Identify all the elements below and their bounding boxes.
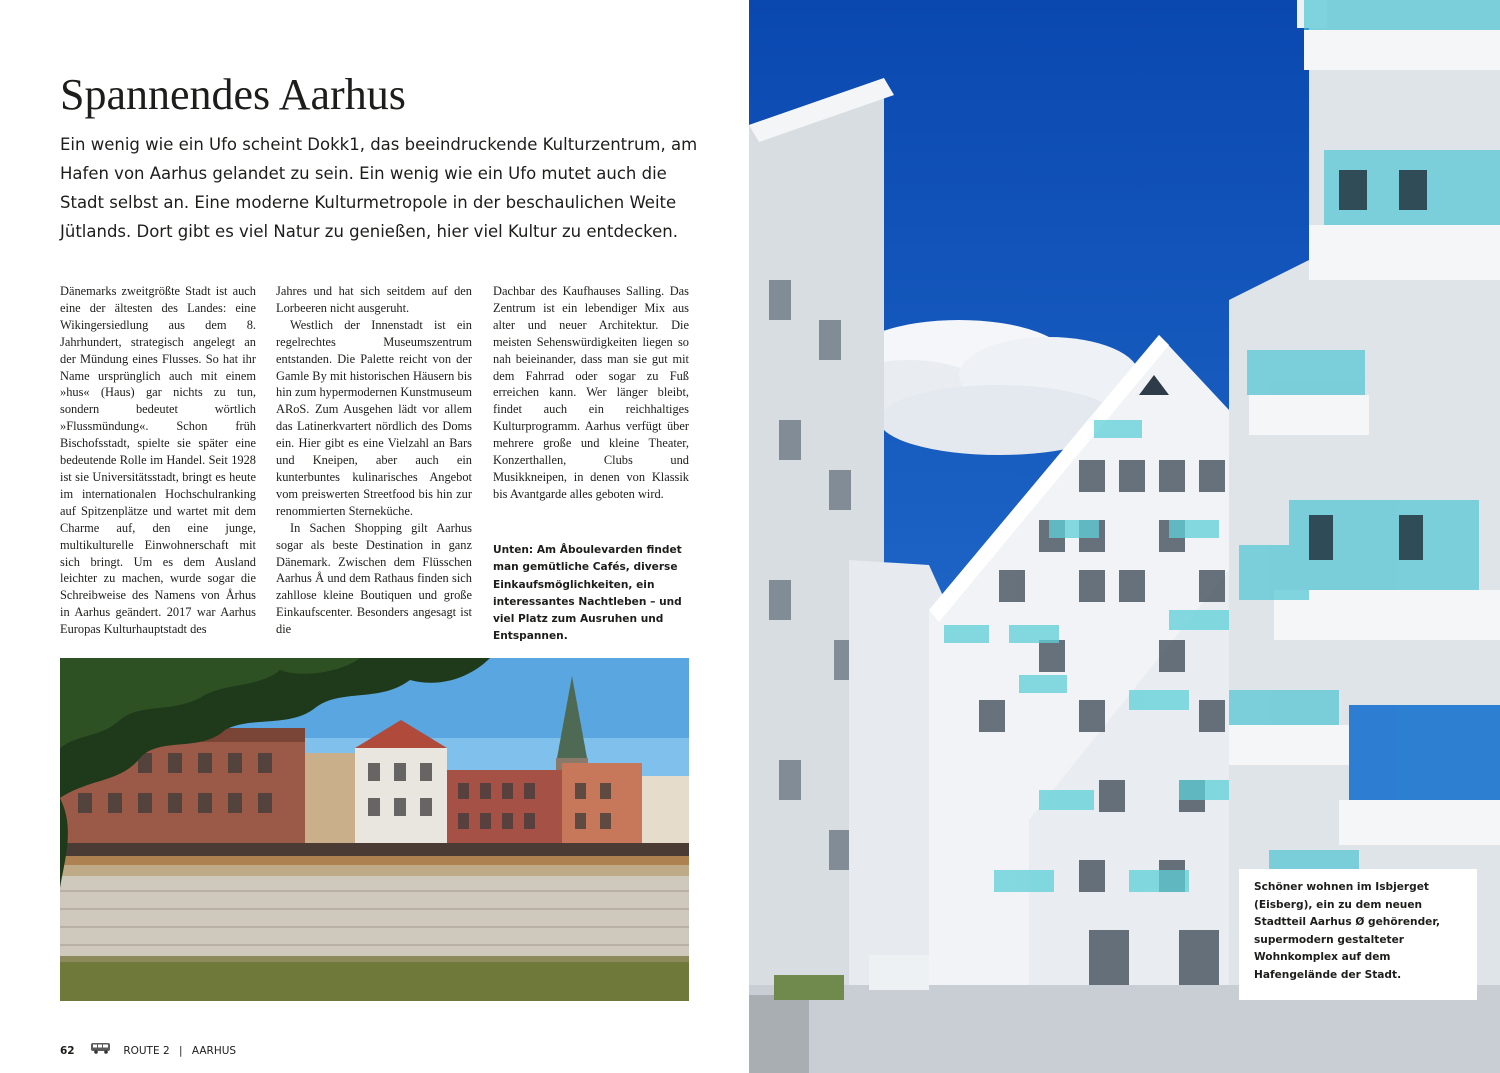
camper-van-icon xyxy=(90,1042,112,1060)
page-number: 62 xyxy=(60,1045,75,1057)
photo-caption-aboulevarden: Unten: Am Åboulevarden findet man gemütliche Cafés, diverse Einkaufsmöglichkeiten, ein interessantes Nachtleben – und viel Platz zum Ausruhen und Entspannen. xyxy=(493,544,682,643)
caption-text: Schöner wohnen im Isbjerget (Eisberg), ein zu dem neuen Stadtteil Aarhus Ø gehörender, supermodern gestalteter Wohnkomplex auf dem Hafengelände der Stadt. xyxy=(1254,881,1441,981)
aboulevarden-illustration xyxy=(60,658,689,1001)
body-paragraph: In Sachen Shopping gilt Aarhus sogar als beste Destination in ganz Dänemark. Zwischen dem Flüsschen Aarhus Å und dem Rathaus finden sich zahllose kleine Boutiquen und große Einkaufscenter. Besonders angesagt ist die xyxy=(276,520,472,637)
footer-separator: | xyxy=(178,1045,183,1057)
page-footer xyxy=(60,1042,236,1060)
body-column-2 xyxy=(276,283,472,638)
body-paragraph: Jahres und hat sich seitdem auf den Lorbeeren nicht ausgeruht. xyxy=(276,284,472,315)
photo-isbjerget xyxy=(749,0,1500,1073)
photo-aboulevarden xyxy=(60,658,689,1001)
photo-caption-isbjerget xyxy=(1239,869,1477,1000)
body-paragraph: Westlich der Innenstadt ist ein regelrechtes Museumszentrum entstanden. Die Palette reicht von der Gamle By mit historischen Häusern bis hin zum hypermodernen Kunstmuseum ARoS. Zum Ausgehen lädt vor allem das Latinerkvartert nördlich des Doms ein. Hier gibt es eine Vielzahl an Bars und Kneipen, aber auch ein kunterbuntes kulinarisches Angebot vom preiswerten Streetfood bis hin zur renommierten Sterneküche. xyxy=(276,317,472,518)
article-lead: Ein wenig wie ein Ufo scheint Dokk1, das beeindruckende Kulturzentrum, am Hafen von Aarhus gelandet zu sein. Ein wenig wie ein Ufo mutet auch die Stadt selbst an. Eine moderne Kulturmetropole in der beschaulichen Weite Jütlands. Dort gibt es viel Natur zu genießen, hier viel Kultur zu entdecken. xyxy=(60,135,698,241)
body-paragraph: Dachbar des Kaufhauses Salling. Das Zentrum ist ein lebendiger Mix aus alter und neuer Architektur. Die meisten Sehenswürdigkeiten liegen so nah beieinander, dass man sie gut mit dem Fahrrad oder sogar zu Fuß erreichen kann. Wer länger bleibt, findet auch ein reichhaltiges Kulturprogramm. Aarhus verfügt über mehrere große und kleine Theater, Konzerthallen, Clubs und Musikkneipen, in denen von Klassik bis Avantgarde alles geboten wird. xyxy=(493,284,689,501)
left-page xyxy=(0,0,749,1073)
body-paragraph: Dänemarks zweitgrößte Stadt ist auch eine der ältesten des Landes: eine Wikingersiedlung aus dem 8. Jahrhundert, strategisch angelegt an der Mündung eines Flusses. So hat ihr Name ursprünglich auch mit einem »hus« (Haus) gar nichts zu tun, sondern bedeutet wörtlich »Flussmündung«. Schon früh Bischofsstadt, spielte sie später eine bedeutende Rolle im Handel. Seit 1928 ist sie Universitätsstadt, bringt es heute im internationalen Hochschulranking auf Spitzenplätze und wartet mit dem Charme auf, den eine junge, multikulturelle Einwohnerschaft mit sich bringt. Um es dem Ausland leichter zu machen, wurde sogar die Schreibweise des Namens von Århus in Aarhus geändert. 2017 war Aarhus Europas Kulturhauptstadt des xyxy=(60,284,256,637)
body-column-3 xyxy=(493,283,689,503)
body-column-1 xyxy=(60,283,256,638)
city-label: AARHUS xyxy=(191,1045,237,1057)
route-label: ROUTE 2 xyxy=(123,1045,170,1057)
article-title: Spannendes Aarhus xyxy=(60,70,406,119)
